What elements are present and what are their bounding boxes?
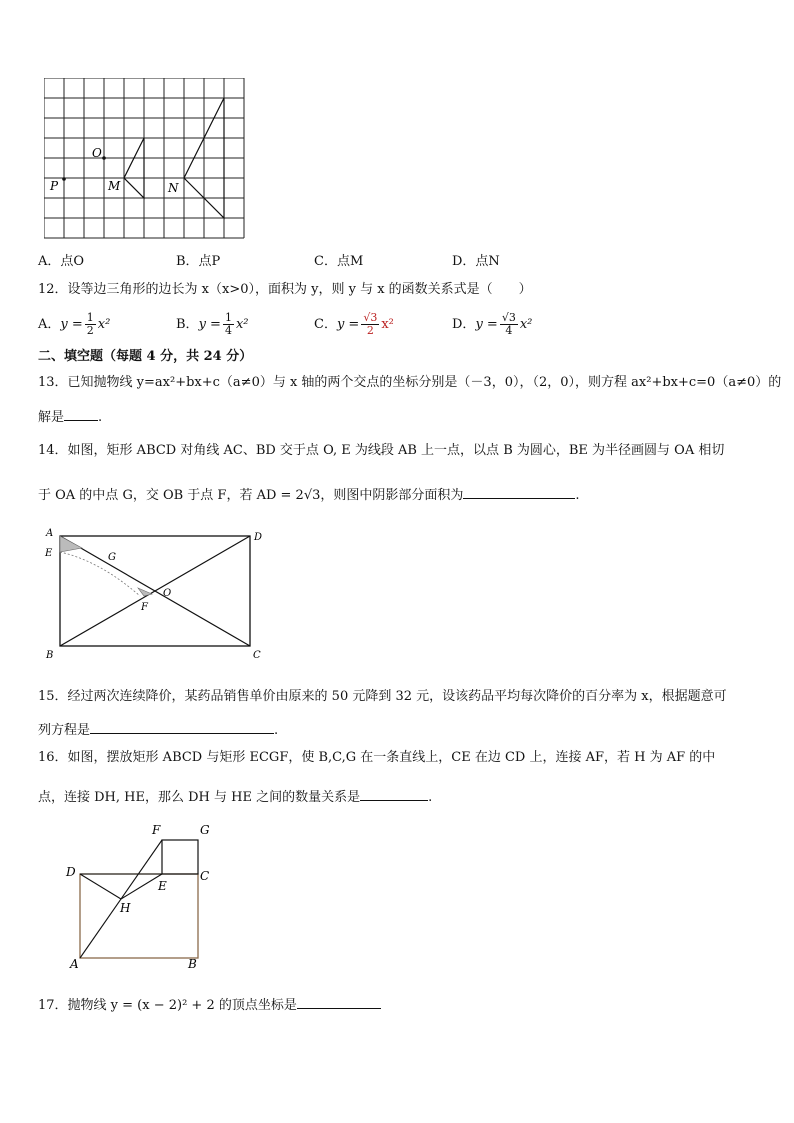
q11-option-c: C．点M — [314, 254, 364, 269]
label-d: D — [254, 532, 263, 543]
rhs: x² — [381, 317, 394, 332]
two-rectangles-figure — [60, 820, 230, 970]
q16-end: . — [428, 790, 433, 805]
fraction — [361, 312, 379, 337]
label-b: B — [188, 957, 197, 970]
denominator: 4 — [224, 324, 232, 337]
option-letter: A． — [38, 317, 61, 332]
label-f: F — [141, 602, 148, 613]
lhs: y = — [336, 317, 360, 332]
grid-figure — [44, 78, 248, 240]
fraction — [85, 312, 96, 337]
q16-line1: 16．如图，摆放矩形 ABCD 与矩形 ECGF，使 B,C,G 在一条直线上，CE 在边 CD 上，连接 AF，若 H 为 AF 的中 — [38, 750, 716, 765]
denominator: 2 — [86, 324, 94, 337]
label-f: F — [152, 823, 161, 837]
section-heading: 二、填空题（每题 4 分，共 24 分） — [38, 349, 253, 364]
label-g: G — [200, 823, 210, 837]
q15-answer-blank[interactable] — [90, 719, 274, 734]
q12-option-a — [38, 312, 110, 337]
q13-answer-blank[interactable] — [64, 406, 98, 421]
q14-prefix: 于 OA 的中点 G，交 OB 于点 F，若 AD = 2√3，则图中阴影部分面积为 — [38, 488, 464, 503]
q12-option-d — [452, 312, 532, 337]
rhs: x² — [97, 317, 111, 332]
q11-option-a: A．点O — [38, 254, 85, 269]
label-c: C — [253, 650, 261, 661]
label-o: O — [163, 588, 172, 599]
label-g: G — [108, 552, 116, 563]
q15-line2 — [38, 719, 278, 740]
rhs: x² — [235, 317, 249, 332]
label-n: N — [168, 181, 179, 195]
lhs: y = — [60, 317, 83, 332]
label-b: B — [46, 650, 54, 661]
option-letter: C． — [314, 317, 337, 332]
q15-line1: 15．经过两次连续降价，某药品销售单价由原来的 50 元降到 32 元，设该药品平均每次降价的百分率为 x，根据题意可 — [38, 689, 727, 704]
q14-answer-blank[interactable] — [463, 484, 575, 499]
q16-line2 — [38, 786, 432, 807]
q15-prefix: 列方程是 — [38, 723, 91, 738]
point-o — [102, 156, 106, 160]
label-p: P — [50, 179, 59, 193]
q13-line1: 13．已知抛物线 y=ax²+bx+c（a≠0）与 x 轴的两个交点的坐标分别是（－3，0），（2，0），则方程 ax²+bx+c=0（a≠0）的 — [38, 375, 782, 390]
label-c: C — [200, 869, 210, 883]
small-triangle — [124, 138, 144, 198]
numerator: √3 — [501, 311, 516, 324]
label-m: M — [108, 179, 121, 193]
q13-line2 — [38, 406, 102, 427]
fraction — [500, 312, 518, 337]
q11-option-d: D．点N — [452, 254, 500, 269]
numerator: √3 — [363, 311, 378, 324]
label-e: E — [45, 548, 53, 559]
point-p — [62, 177, 66, 181]
q11-option-b: B．点P — [176, 254, 221, 269]
q17-line — [38, 994, 381, 1015]
q17-text: 17．抛物线 y = (x − 2)² + 2 的顶点坐标是 — [38, 998, 297, 1013]
label-o: O — [92, 146, 102, 160]
q16-prefix: 点，连接 DH, HE，那么 DH 与 HE 之间的数量关系是 — [38, 790, 361, 805]
rectangle-figure — [40, 526, 270, 662]
label-a: A — [46, 528, 54, 539]
numerator: 1 — [224, 311, 232, 324]
fraction — [223, 312, 234, 337]
q12-stem: 12．设等边三角形的边长为 x（x>0），面积为 y，则 y 与 x 的函数关系式是（ ） — [38, 282, 532, 297]
q13-end: . — [98, 410, 103, 425]
label-h: H — [120, 901, 131, 915]
denominator: 4 — [505, 324, 513, 337]
q12-option-c — [314, 312, 394, 337]
q12-option-b — [176, 312, 248, 337]
label-a: A — [70, 957, 79, 970]
label-e: E — [158, 879, 167, 893]
q14-line2 — [38, 484, 580, 505]
q13-prefix: 解是 — [38, 410, 65, 425]
q14-end: . — [575, 488, 580, 503]
q15-end: . — [274, 723, 279, 738]
rhs: x² — [519, 317, 533, 332]
numerator: 1 — [86, 311, 94, 324]
lhs: y = — [475, 317, 498, 332]
lhs: y = — [198, 317, 221, 332]
denominator: 2 — [366, 324, 374, 337]
q16-answer-blank[interactable] — [360, 786, 428, 801]
q14-line1: 14．如图，矩形 ABCD 对角线 AC、BD 交于点 O, E 为线段 AB 上一点，以点 B 为圆心，BE 为半径画圆与 OA 相切 — [38, 443, 725, 458]
option-letter: D． — [452, 317, 476, 332]
option-letter: B． — [176, 317, 199, 332]
label-d: D — [66, 865, 76, 879]
q17-answer-blank[interactable] — [297, 994, 381, 1009]
